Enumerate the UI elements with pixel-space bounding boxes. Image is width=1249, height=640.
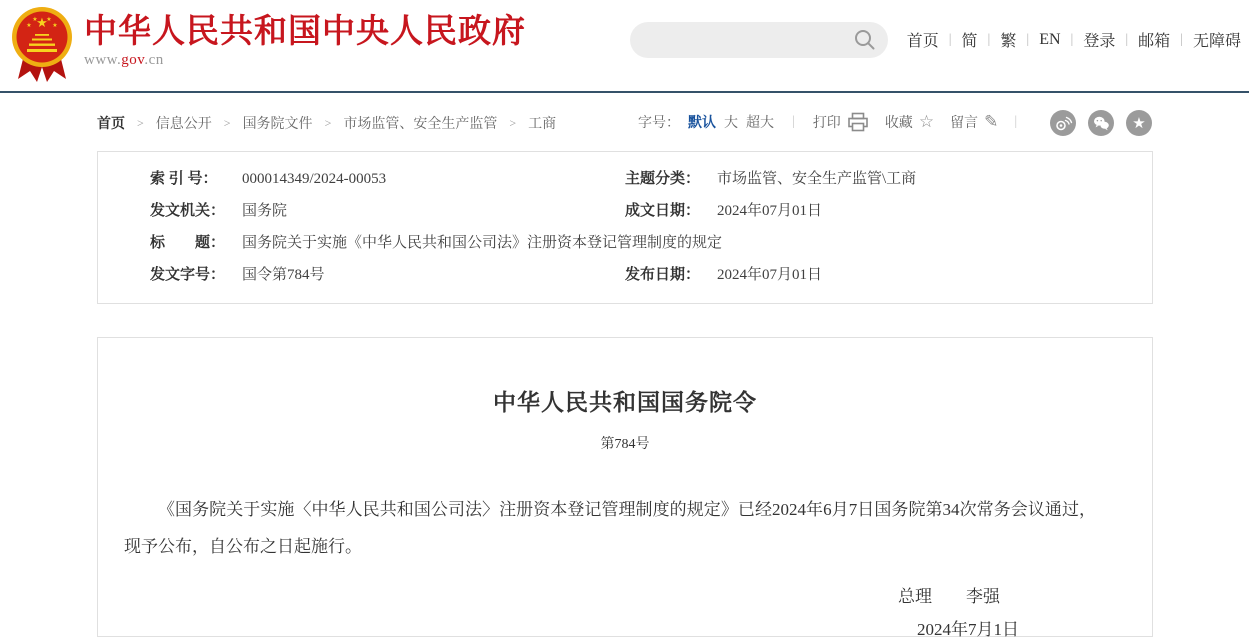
page-toolbar — [638, 112, 1035, 132]
nav-separator: | — [1125, 31, 1129, 47]
star-icon: ☆ — [918, 111, 935, 132]
comment-label: 留言 — [950, 116, 979, 131]
toolbar-separator: | — [1014, 114, 1018, 129]
url-www: www. — [84, 52, 122, 68]
font-size-label: 字号： — [638, 116, 680, 131]
search-input[interactable] — [646, 22, 846, 58]
breadcrumb-separator: > — [137, 115, 144, 130]
meta-row — [98, 163, 1152, 195]
breadcrumb-separator: > — [509, 115, 517, 130]
nav-separator: | — [987, 31, 991, 47]
svg-text:★: ★ — [32, 16, 38, 23]
signer-title: 总理 — [898, 587, 932, 606]
nav-separator: | — [1026, 31, 1030, 47]
meta-written-date-value: 2024年07月01日 — [717, 203, 823, 219]
meta-issuer-value: 国务院 — [242, 203, 288, 219]
meta-row — [98, 259, 1152, 291]
breadcrumb-info-disclosure[interactable]: 信息公开 — [155, 117, 212, 132]
nav-separator: | — [1070, 31, 1074, 47]
nav-simplified[interactable]: 简 — [961, 33, 978, 50]
site-brand[interactable] — [84, 14, 526, 69]
nav-separator: | — [1180, 31, 1183, 47]
toolbar-separator: | — [792, 114, 795, 129]
site-header — [0, 0, 1249, 93]
meta-publish-date-value: 2024年07月01日 — [717, 267, 823, 283]
svg-text:★: ★ — [36, 16, 48, 31]
meta-title-value: 国务院关于实施《中华人民共和国公司法》注册资本登记管理制度的规定 — [242, 235, 723, 251]
search-icon — [852, 27, 878, 53]
svg-text:★: ★ — [26, 22, 32, 29]
print-label: 打印 — [812, 116, 841, 131]
printer-icon — [847, 112, 869, 132]
share-wechat-button[interactable] — [1088, 110, 1114, 136]
signer-name: 李强 — [966, 587, 1000, 606]
meta-topic-value: 市场监管、安全生产监管\工商 — [717, 171, 917, 187]
breadcrumb-separator: > — [324, 115, 332, 130]
breadcrumb-industry-commerce[interactable]: 工商 — [528, 117, 557, 132]
document-content-box — [97, 337, 1153, 637]
document-signature — [98, 582, 1152, 607]
meta-index-value: 000014349/2024-00053 — [242, 171, 387, 187]
breadcrumb-separator: > — [223, 115, 231, 130]
meta-publish-date-label: 发布日期： — [625, 267, 701, 283]
font-size-default[interactable]: 默认 — [688, 116, 716, 131]
nav-login[interactable]: 登录 — [1083, 33, 1116, 50]
breadcrumb-home[interactable]: 首页 — [97, 117, 125, 132]
nav-accessibility[interactable]: 无障碍 — [1192, 33, 1241, 50]
meta-index-label: 索 引 号： — [150, 171, 218, 187]
meta-doc-no-value: 国令第784号 — [242, 267, 325, 283]
search-button[interactable] — [852, 27, 878, 53]
nav-traditional[interactable]: 繁 — [1000, 33, 1017, 50]
favorite-label: 收藏 — [884, 116, 913, 131]
nav-separator: | — [948, 31, 952, 47]
font-size-xlarge[interactable]: 超大 — [746, 116, 774, 131]
document-number: 第784号 — [600, 437, 650, 452]
qzone-star-icon: ★ — [1132, 113, 1146, 132]
document-title: 中华人民共和国国务院令 — [493, 390, 757, 415]
document-paragraph: 《国务院关于实施〈中华人民共和国公司法〉注册资本登记管理制度的规定》已经2024年6月7日国务院第34次常务会议通过，现予公布，自公布之日起施行。 — [124, 500, 1096, 556]
share-bar — [1050, 110, 1152, 136]
national-emblem-icon — [10, 5, 74, 85]
breadcrumb — [97, 113, 556, 133]
favorite-button[interactable] — [885, 112, 934, 132]
meta-issuer-label: 发文机关： — [150, 203, 226, 219]
site-url — [84, 52, 526, 69]
svg-text:★: ★ — [46, 16, 52, 23]
url-gov: gov — [121, 52, 145, 68]
svg-text:★: ★ — [52, 22, 58, 29]
site-title: 中华人民共和国中央人民政府 — [84, 14, 526, 50]
meta-row — [98, 227, 1152, 259]
meta-row — [98, 195, 1152, 227]
meta-doc-no-label: 发文字号： — [150, 267, 226, 283]
document-meta-box — [97, 151, 1153, 304]
meta-topic-label: 主题分类： — [625, 171, 701, 187]
share-weibo-button[interactable] — [1050, 110, 1076, 136]
pencil-icon: ✎ — [984, 111, 999, 132]
breadcrumb-state-council-docs[interactable]: 国务院文件 — [242, 117, 313, 132]
nav-english[interactable]: EN — [1039, 30, 1061, 48]
url-cn: .cn — [144, 52, 164, 68]
breadcrumb-market-regulation[interactable]: 市场监管、安全生产监管 — [343, 117, 498, 132]
font-size-large[interactable]: 大 — [724, 116, 738, 131]
print-button[interactable] — [813, 112, 869, 132]
comment-button[interactable] — [950, 112, 998, 132]
breadcrumb-toolbar-row — [0, 103, 1249, 143]
wechat-icon — [1092, 114, 1110, 132]
meta-title-label: 标 题： — [150, 235, 226, 251]
meta-written-date-label: 成文日期： — [625, 203, 701, 219]
weibo-icon — [1054, 114, 1072, 132]
search-box — [630, 22, 888, 58]
top-nav — [907, 28, 1241, 51]
share-qzone-button[interactable] — [1126, 110, 1152, 136]
document-date: 2024年7月1日 — [917, 620, 1019, 639]
nav-mail[interactable]: 邮箱 — [1138, 33, 1171, 50]
nav-home[interactable]: 首页 — [906, 33, 939, 50]
